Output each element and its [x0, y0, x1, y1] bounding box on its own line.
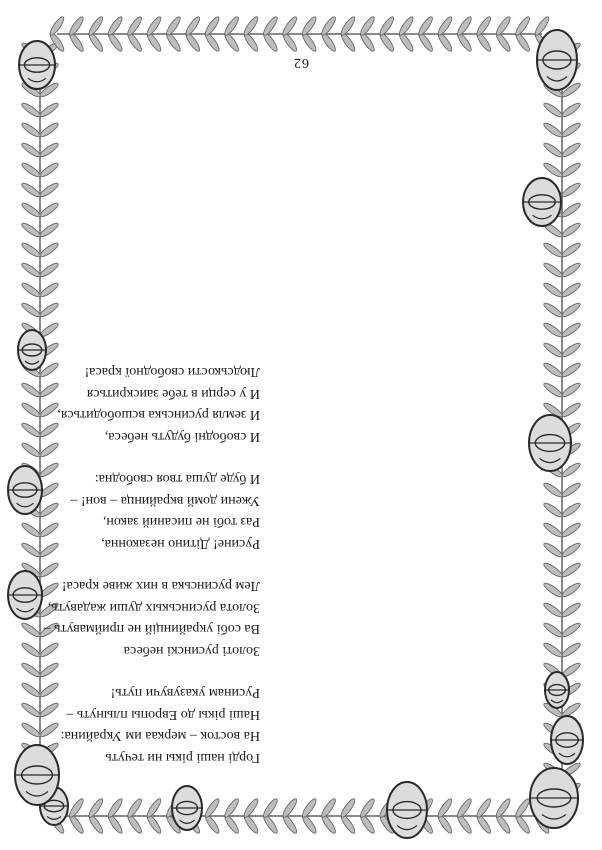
- poem-line: Русине! Дітино незаконна,: [101, 536, 260, 551]
- leaf-shape: [20, 141, 42, 159]
- leaf-shape: [560, 341, 582, 359]
- leaf-shape: [20, 301, 42, 319]
- leaf-shape: [20, 161, 42, 179]
- leaf-shape: [38, 221, 60, 239]
- leaf-shape: [542, 241, 564, 259]
- leaf-shape: [542, 621, 564, 639]
- poem-stanza: [20, 682, 260, 768]
- leaf-shape: [20, 261, 42, 279]
- poem-line: И свободнi будуть небеса,: [104, 429, 260, 444]
- leaf-shape: [560, 301, 582, 319]
- leaf-shape: [560, 201, 582, 219]
- leaf-shape: [560, 281, 582, 299]
- poem-line: И земля русинська всшободиться,: [57, 407, 260, 423]
- leaf-shape: [542, 141, 564, 159]
- leaf-shape: [20, 241, 42, 259]
- poem-line: Золоті русинскі небеса: [123, 643, 260, 658]
- leaf-shape: [38, 261, 60, 279]
- leaf-shape: [38, 241, 60, 259]
- leaf-shape: [38, 121, 60, 139]
- leaf-shape: [542, 161, 564, 179]
- poem-line: Раз тобі не писаний закон,: [102, 514, 260, 530]
- leaf-shape: [38, 161, 60, 179]
- leaf-shape: [542, 521, 564, 539]
- leaf-shape: [38, 201, 60, 219]
- leaf-shape: [542, 321, 564, 339]
- poem-stanza: [20, 468, 260, 554]
- poem-line: Лем русинська в них живе краса!: [61, 578, 260, 594]
- leaf-shape: [560, 501, 582, 519]
- leaf-shape: [38, 181, 60, 199]
- leaf-shape: [560, 121, 582, 139]
- leaf-shape: [542, 541, 564, 559]
- poem-stanza: [20, 361, 260, 447]
- leaf-shape: [542, 121, 564, 139]
- pysanka-egg: [523, 178, 561, 226]
- pysanka-egg: [172, 786, 202, 830]
- poem-line: Нашi рiкы до Европы плынуть –: [66, 707, 260, 722]
- pysanka-egg: [387, 782, 427, 838]
- leaf-shape: [542, 341, 564, 359]
- leaf-shape: [542, 301, 564, 319]
- leaf-shape: [560, 601, 582, 619]
- leaf-shape: [20, 201, 42, 219]
- pysanka-egg: [551, 716, 583, 764]
- leaf-shape: [560, 261, 582, 279]
- leaf-shape: [560, 381, 582, 399]
- leaf-shape: [20, 181, 42, 199]
- leaf-shape: [38, 281, 60, 299]
- leaf-shape: [560, 581, 582, 599]
- poem-line: Людськости свободної краса!: [84, 364, 260, 380]
- leaf-shape: [560, 181, 582, 199]
- poem: [20, 340, 260, 768]
- leaf-shape: [542, 481, 564, 499]
- leaf-shape: [560, 161, 582, 179]
- poem-line: И у серци в тебе заискриться: [86, 386, 260, 401]
- leaf-shape: [20, 281, 42, 299]
- leaf-shape: [560, 521, 582, 539]
- poem-line: Золота русинськых души жадавуть,: [47, 600, 260, 615]
- leaf-shape: [20, 221, 42, 239]
- poem-line: Русинам указувучи путь!: [110, 685, 260, 701]
- pysanka-egg: [529, 415, 571, 471]
- leaf-shape: [542, 261, 564, 279]
- leaf-shape: [560, 401, 582, 419]
- poem-stanza: [20, 575, 260, 661]
- leaf-shape: [542, 501, 564, 519]
- leaf-shape: [542, 581, 564, 599]
- leaf-shape: [560, 481, 582, 499]
- leaf-shape: [38, 141, 60, 159]
- leaf-shape: [542, 381, 564, 399]
- page-number: 62: [293, 55, 309, 70]
- leaf-shape: [560, 241, 582, 259]
- leaf-shape: [20, 121, 42, 139]
- poem-line: И буде душа твоя свободна:: [94, 471, 260, 487]
- leaf-shape: [560, 621, 582, 639]
- leaf-shape: [560, 221, 582, 239]
- leaf-shape: [542, 601, 564, 619]
- leaf-shape: [560, 141, 582, 159]
- leaf-shape: [542, 561, 564, 579]
- leaf-shape: [560, 561, 582, 579]
- leaf-shape: [542, 641, 564, 659]
- leaf-shape: [560, 321, 582, 339]
- leaf-shape: [38, 301, 60, 319]
- leaf-shape: [542, 101, 564, 119]
- poem-line: Горді нашi рiкы ни течуть: [105, 750, 260, 765]
- leaf-shape: [560, 101, 582, 119]
- leaf-shape: [560, 641, 582, 659]
- leaf-shape: [38, 101, 60, 119]
- leaf-shape: [560, 541, 582, 559]
- pysanka-egg: [545, 672, 569, 708]
- poem-line: Ва собі украйинцiй не приймавуть –: [43, 621, 260, 637]
- leaf-shape: [20, 101, 42, 119]
- leaf-shape: [542, 361, 564, 379]
- poem-line: На восток – меркаа им Украйина:: [60, 728, 260, 744]
- leaf-shape: [542, 281, 564, 299]
- pysanka-egg: [530, 768, 578, 828]
- poem-line: Ужени домй вкрайинца – вон! –: [70, 493, 260, 508]
- leaf-shape: [560, 361, 582, 379]
